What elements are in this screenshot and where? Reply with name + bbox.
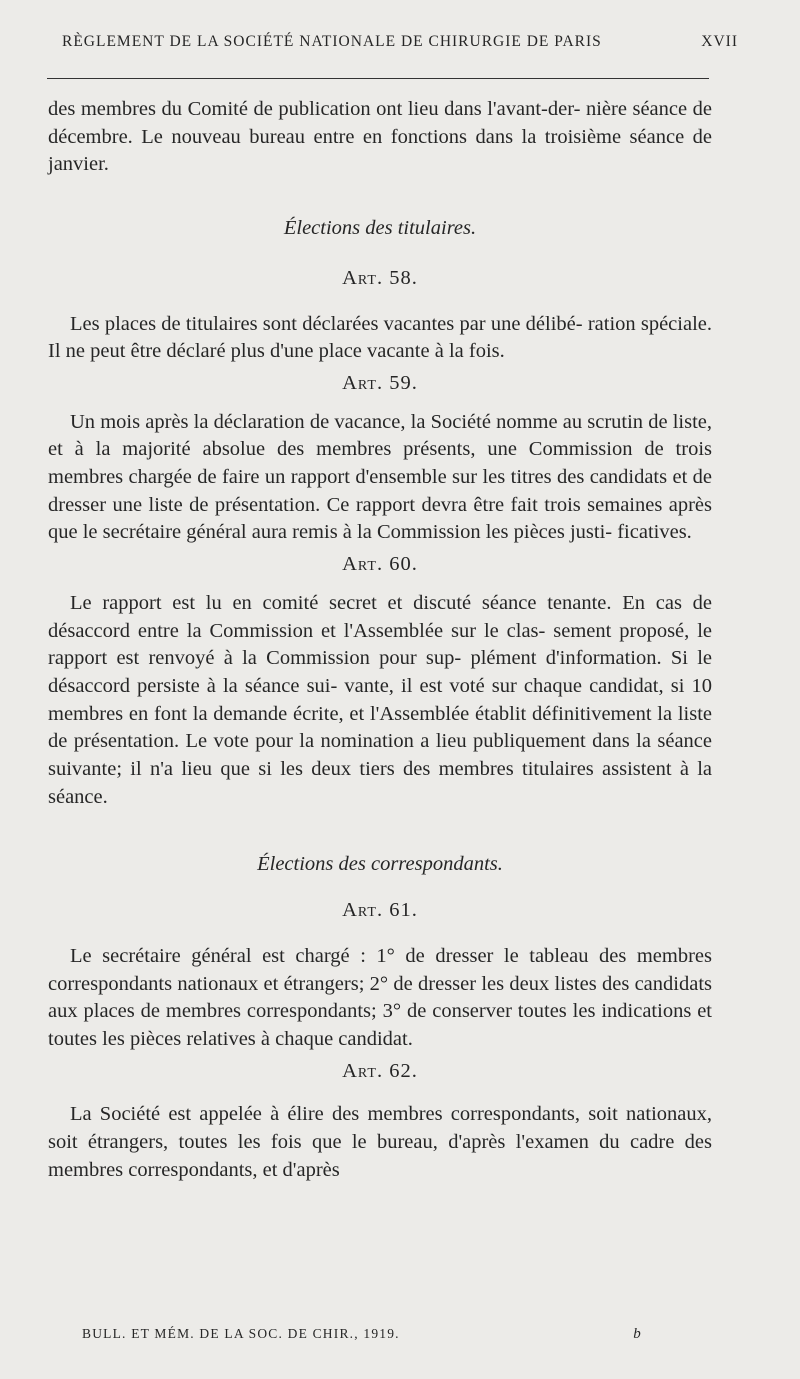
running-head xyxy=(62,33,738,51)
section-title-correspondants: Élections des correspondants. xyxy=(257,853,503,876)
body-text xyxy=(48,96,712,1185)
article-text-61: Le secrétaire général est chargé : 1° de dresser le tableau des membres correspondants nationaux et étrangers; 2° de dresser les deux listes des candidats aux places de membres correspondants; 3° de conserver toutes les indications et toutes les pièces relatives à chaque candidat. xyxy=(48,944,712,1050)
article-text-58: Les places de titulaires sont déclarées vacantes par une délibé- ration spéciale. Il ne peut être déclaré plus d'une place vacante à la fois. xyxy=(48,312,712,363)
footer-imprint: BULL. ET MÉM. DE LA SOC. DE CHIR., 1919. xyxy=(82,1326,400,1341)
article-text-59: Un mois après la déclaration de vacance, la Société nomme au scrutin de liste, et à la majorité absolue des membres présents, une Commission de trois membres chargée de faire un rapport d'ensemble sur les titres des candidats et de dresser une liste de présentation. Ce rapport devra être fait trois semaines après que le secrétaire général aura remis à la Commission les pièces justi- ficatives. xyxy=(48,410,712,544)
section-title-titulaires: Élections des titulaires. xyxy=(283,217,477,240)
footer xyxy=(82,1326,642,1343)
article-heading-60: Art. 60. xyxy=(342,553,418,576)
article-text-60: Le rapport est lu en comité secret et discuté séance tenante. En cas de désaccord entre la Commission et l'Assemblée sur le clas- sement proposé, le rapport est renvoyé à la Commission pour sup- plément d'information. Si le désaccord persiste à la séance sui- vante, il est voté sur chaque candidat, si 10 membres en font la demande écrite, et l'Assemblée établit définitivement la liste de présentation. Le vote pour la nomination a lieu publiquement dans la séance suivante; il n'a lieu que si les deux tiers des membres titulaires assistent à la séance. xyxy=(48,591,712,808)
article-heading-59: Art. 59. xyxy=(342,371,418,394)
article-heading-61: Art. 61. xyxy=(342,899,418,922)
article-heading-58: Art. 58. xyxy=(342,266,418,289)
signature-mark: b xyxy=(633,1326,642,1342)
running-title: RÈGLEMENT DE LA SOCIÉTÉ NATIONALE DE CHIRURGIE DE PARIS xyxy=(62,33,602,50)
header-rule xyxy=(47,78,709,79)
intro-paragraph: des membres du Comité de publication ont lieu dans l'avant-der- nière séance de décembre. Le nouveau bureau entre en fonctions dans la troisième séance de janvier. xyxy=(48,98,712,176)
page-numeral: XVII xyxy=(701,33,738,50)
article-text-62: La Société est appelée à élire des membres correspondants, soit nationaux, soit étrangers, toutes les fois que le bureau, d'après l'examen du cadre des membres correspondants, et d'après xyxy=(48,1103,712,1181)
article-heading-62: Art. 62. xyxy=(342,1059,418,1082)
